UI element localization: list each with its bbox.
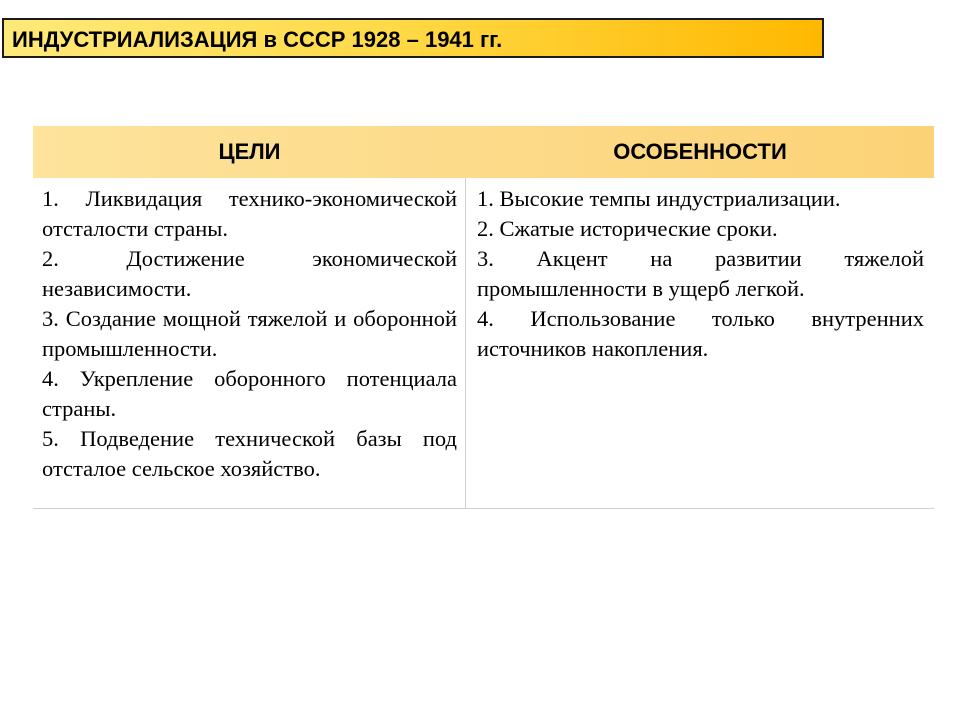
header-features: ОСОБЕННОСТИ xyxy=(613,139,787,164)
feature-item: 2. Сжатые исторические сроки. xyxy=(477,216,778,241)
goal-item: 3. Создание мощной тяжелой и оборонной промышленности. xyxy=(42,306,457,361)
features-cell xyxy=(466,178,934,508)
goal-item: 1. Ликвидация технико-экономической отсталости страны. xyxy=(42,186,457,241)
feature-item: 4. Использование только внутренних источников накопления. xyxy=(477,306,924,361)
table-header-row xyxy=(33,126,934,178)
header-goals: ЦЕЛИ xyxy=(218,139,281,164)
goal-item: 4. Укрепление оборонного потенциала страны. xyxy=(42,366,457,421)
feature-item: 1. Высокие темпы индустриализации. xyxy=(477,186,841,211)
goal-item: 5. Подведение технической базы под отсталое сельское хозяйство. xyxy=(42,426,457,481)
feature-item: 3. Акцент на развитии тяжелой промышленности в ущерб легкой. xyxy=(477,246,924,301)
goal-item: 2. Достижение экономической независимости. xyxy=(42,246,457,301)
goals-cell xyxy=(33,178,466,508)
page-title: ИНДУСТРИАЛИЗАЦИЯ в СССР 1928 – 1941 гг. xyxy=(12,27,503,52)
title-banner xyxy=(2,18,824,58)
table-body-row xyxy=(33,178,934,509)
comparison-table xyxy=(33,126,934,509)
